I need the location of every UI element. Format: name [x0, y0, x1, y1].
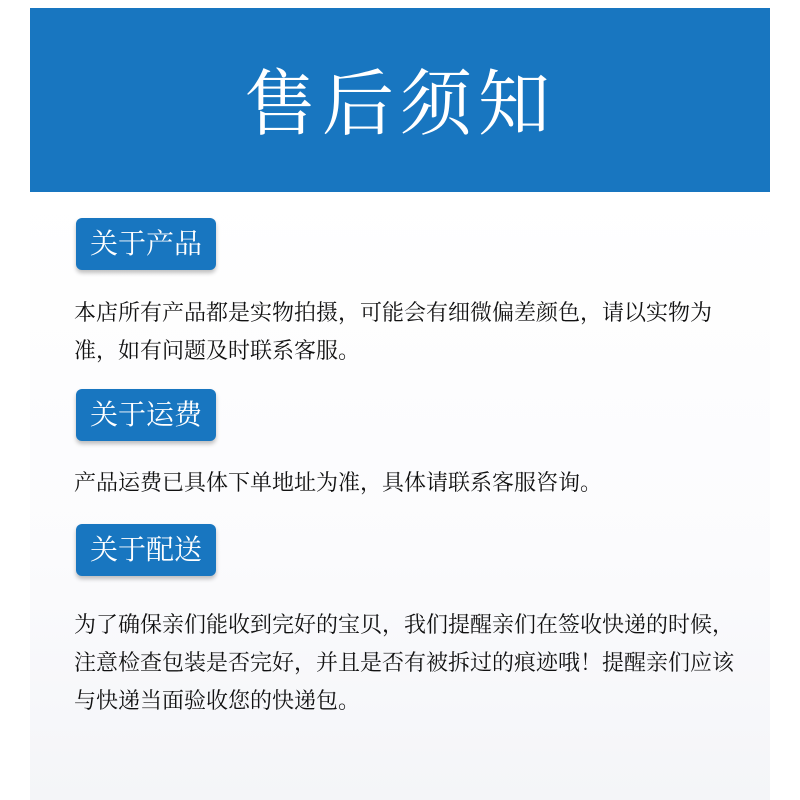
section-label-product: 关于产品 — [76, 218, 216, 270]
section-text-delivery: 为了确保亲们能收到完好的宝贝，我们提醒亲们在签收快递的时候，注意检查包装是否完好，并且是否有被拆过的痕迹哦！提醒亲们应该与快递当面验收您的快递包。 — [74, 613, 735, 714]
section-text-shipping-fee: 产品运费已具体下单地址为准，具体请联系客服咨询。 — [74, 471, 603, 496]
section-text-product: 本店所有产品都是实物拍摄，可能会有细微偏差颜色，请以实物为准，如有问题及时联系客服。 — [74, 301, 713, 364]
content-area — [30, 192, 770, 800]
header-banner — [30, 8, 770, 192]
section-label-shipping-fee: 关于运费 — [76, 389, 216, 441]
page-title: 售后须知 — [243, 62, 556, 146]
section-label-delivery: 关于配送 — [76, 524, 216, 576]
